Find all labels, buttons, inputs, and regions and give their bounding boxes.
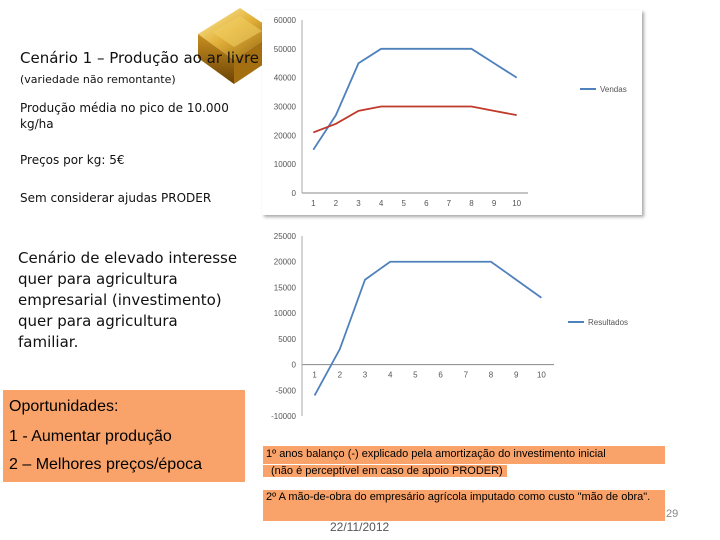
opportunities-title: Oportunidades: (9, 398, 119, 415)
x-tick-label: 10 (536, 370, 546, 380)
y-tick-label: 25000 (273, 232, 296, 241)
x-tick-label: 3 (356, 199, 361, 208)
sales-chart (262, 10, 642, 215)
note-1b: (não é perceptível em caso de apoio PRODER) (263, 465, 665, 483)
series-line (315, 262, 542, 396)
x-tick-label: 4 (387, 370, 393, 380)
y-tick-label: 20000 (273, 131, 296, 141)
x-tick-label: 2 (337, 370, 343, 380)
interest-text: Cenário de elevado interesse quer para agricultura empresarial (investimento) quer para agricultura familiar. (18, 249, 238, 351)
y-tick-label: 0 (291, 360, 296, 370)
legend-label: Vendas (600, 85, 627, 94)
x-tick-label: 1 (311, 199, 316, 208)
y-tick-label: -5000 (275, 386, 296, 396)
y-tick-label: 10000 (273, 160, 296, 170)
x-tick-label: 7 (463, 370, 469, 380)
y-tick-label: 30000 (273, 102, 296, 112)
x-tick-label: 1 (312, 370, 317, 380)
scenario-note: (variedade não remontante) (20, 73, 176, 86)
y-tick-label: 15000 (273, 283, 296, 293)
x-tick-label: 8 (469, 199, 474, 208)
x-tick-label: 4 (378, 199, 384, 208)
y-tick-label: 50000 (273, 44, 296, 54)
slide-date: 22/11/2012 (330, 520, 390, 534)
results-chart (262, 226, 642, 426)
aid-text: Sem considerar ajudas PRODER (20, 191, 212, 205)
x-tick-label: 5 (413, 370, 418, 380)
y-tick-label: 20000 (273, 257, 296, 267)
x-tick-label: 3 (362, 370, 368, 380)
y-tick-label: -10000 (271, 412, 296, 421)
x-tick-label: 10 (512, 199, 522, 208)
scenario-title: Cenário 1 – Produção ao ar livre (variedade não remontante) (20, 49, 260, 86)
production-text: Produção média no pico de 10.000 kg/ha (20, 101, 229, 131)
y-tick-label: 60000 (273, 16, 296, 25)
x-tick-label: 7 (446, 199, 452, 208)
opportunity-item-1: 1 - Aumentar produção (9, 428, 172, 445)
x-tick-label: 6 (438, 370, 443, 380)
x-tick-label: 5 (401, 199, 406, 208)
prices-text: Preços por kg: 5€ (20, 153, 125, 167)
series-line (313, 107, 516, 133)
y-tick-label: 10000 (273, 309, 296, 319)
legend-label: Resultados (588, 318, 629, 327)
x-tick-label: 9 (513, 370, 519, 380)
page-number: 29 (666, 508, 679, 520)
y-tick-label: 0 (291, 189, 296, 198)
note-2: 2º A mão-de-obra do empresário agrícola imputado como custo "mão de obra". (263, 490, 665, 521)
opportunities-box (3, 390, 245, 482)
x-tick-label: 8 (488, 370, 494, 380)
x-tick-label: 6 (424, 199, 429, 208)
note-1: 1º anos balanço (-) explicado pela amortização do investimento inicial (263, 446, 665, 464)
y-tick-label: 5000 (278, 334, 296, 344)
series-line (313, 49, 516, 150)
x-tick-label: 2 (333, 199, 339, 208)
opportunity-item-2: 2 – Melhores preços/época (9, 456, 202, 473)
y-tick-label: 40000 (273, 73, 296, 83)
x-tick-label: 9 (491, 199, 497, 208)
